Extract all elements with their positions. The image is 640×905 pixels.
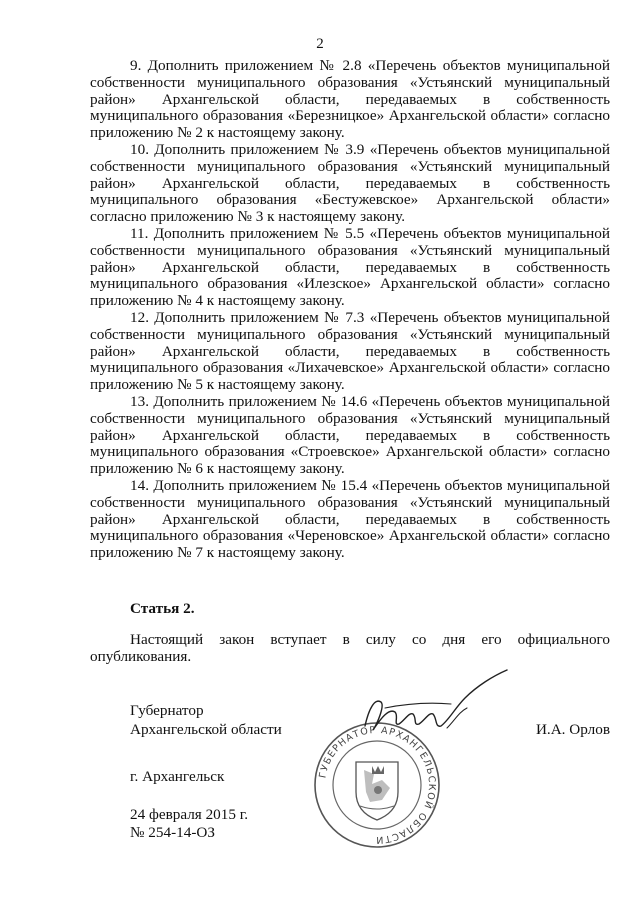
article-text: Настоящий закон вступает в силу со дня его официального опубликования.: [90, 631, 610, 665]
amendments-list: [90, 58, 610, 562]
signatory-name: И.А. Орлов: [535, 721, 610, 738]
place-of-signing: г. Архангельск: [130, 768, 225, 785]
signatory-title-line1: Губернатор: [130, 702, 204, 719]
amendment-paragraph-14: 14. Дополнить приложением № 15.4 «Перечень объектов муниципальной собственности муниципального образования «Устьянский муниципальный район» Архангельской области, передаваемых в собственность муниципального образования «Череновское» Архангельской области» согласно приложению № 7 к настоящему закону.: [90, 476, 610, 562]
signatory-title-line2: Архангельской области: [130, 721, 282, 738]
seal-text: ГУБЕРНАТОР АРХАНГЕЛЬСКОЙ ОБЛАСТИ: [317, 724, 438, 846]
page-number: 2: [316, 36, 324, 52]
amendment-paragraph-9: 9. Дополнить приложением № 2.8 «Перечень объектов муниципальной собственности муниципального образования «Устьянский муниципальный район» Архангельской области, передаваемых в собственность муниципального образования «Березницкое» Архангельской области» согласно приложению № 2 к настоящему закону.: [90, 57, 610, 142]
amendment-paragraph-13: 13. Дополнить приложением № 14.6 «Перечень объектов муниципальной собственности муниципального образования «Устьянский муниципальный район» Архангельской области, передаваемых в собственность муниципального образования «Строевское» Архангельской области» согласно приложению № 6 к настоящему закону.: [90, 392, 610, 478]
law-number: № 254-14-ОЗ: [130, 824, 215, 841]
amendment-paragraph-11: 11. Дополнить приложением № 5.5 «Перечень объектов муниципальной собственности муниципального образования «Устьянский муниципальный район» Архангельской области, передаваемых в собственность муниципального образования «Илезское» Архангельской области» согласно приложению № 4 к настоящему закону.: [90, 224, 610, 310]
amendment-paragraph-12: 12. Дополнить приложением № 7.3 «Перечень объектов муниципальной собственности муниципального образования «Устьянский муниципальный район» Архангельской области, передаваемых в собственность муниципального образования «Лихачевское» Архангельской области» согласно приложению № 5 к настоящему закону.: [90, 308, 610, 394]
handwritten-signature: [355, 668, 515, 740]
signing-date: 24 февраля 2015 г.: [130, 806, 249, 823]
amendment-paragraph-10: 10. Дополнить приложением № 3.9 «Перечень объектов муниципальной собственности муниципального образования «Устьянский муниципальный район» Архангельской области, передаваемых в собственность муниципального образования «Бестужевское» Архангельской области» согласно приложению № 3 к настоящему закону.: [90, 140, 610, 226]
article-heading: Статья 2.: [130, 600, 195, 617]
